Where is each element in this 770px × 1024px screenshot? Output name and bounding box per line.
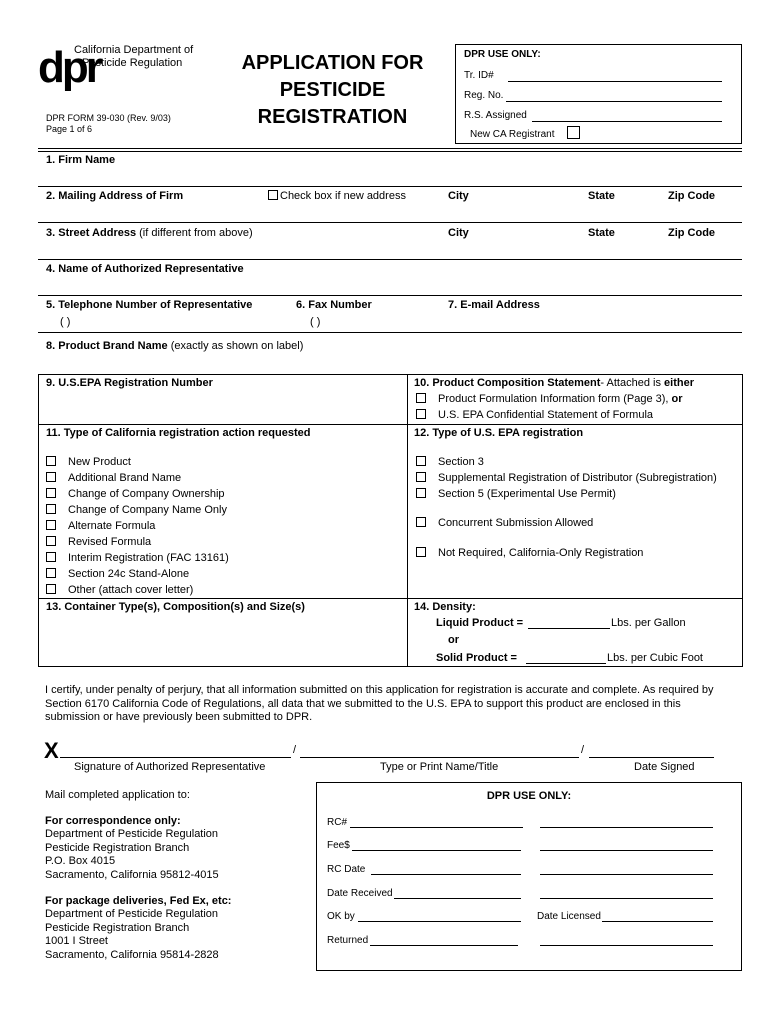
dpr-use-box-bottom bbox=[316, 782, 742, 971]
container-type-label: 13. Container Type(s), Composition(s) and Size(s) bbox=[46, 601, 305, 613]
rc-extra-input[interactable] bbox=[540, 827, 713, 828]
rs-assigned-label: R.S. Assigned bbox=[464, 110, 527, 121]
ca-registration-checkbox[interactable] bbox=[46, 488, 56, 498]
address-line: Department of Pesticide Regulation bbox=[45, 908, 219, 920]
form-number: DPR FORM 39-030 (Rev. 9/03) bbox=[46, 113, 171, 123]
composition-option-1[interactable] bbox=[416, 393, 683, 405]
firm-name-label: 1. Firm Name bbox=[46, 154, 116, 166]
ca-registration-option-label: Section 24c Stand-Alone bbox=[68, 568, 190, 580]
ca-registration-checkbox[interactable] bbox=[46, 536, 56, 546]
date-signed-label: Date Signed bbox=[634, 761, 695, 773]
composition-rest: - Attached is bbox=[600, 377, 665, 389]
returned-input[interactable] bbox=[370, 945, 518, 946]
epa-registration-option-label: Supplemental Registration of Distributor (Subregistration) bbox=[438, 472, 717, 484]
composition-bold: 10. Product Composition Statement bbox=[414, 377, 601, 389]
epa-registration-checkbox[interactable] bbox=[416, 547, 426, 557]
epa-registration-option[interactable] bbox=[416, 488, 616, 500]
new-address-checkbox[interactable] bbox=[268, 190, 278, 200]
ca-registration-checkbox[interactable] bbox=[46, 456, 56, 466]
date-licensed-input[interactable] bbox=[602, 921, 713, 922]
density-label: 14. Density: bbox=[414, 601, 476, 613]
package-address bbox=[45, 908, 219, 962]
liquid-unit: Lbs. per Gallon bbox=[611, 617, 686, 629]
address-line: Sacramento, California 95812-4015 bbox=[45, 868, 219, 881]
epa-registration-option-label: Section 5 (Experimental Use Permit) bbox=[438, 488, 616, 500]
liquid-density-input[interactable] bbox=[528, 628, 610, 629]
correspondence-heading: For correspondence only: bbox=[45, 815, 181, 827]
ok-by-input[interactable] bbox=[358, 921, 521, 922]
liquid-product-label: Liquid Product = bbox=[436, 617, 524, 629]
page-number: Page 1 of 6 bbox=[46, 124, 93, 134]
epa-registration-option[interactable] bbox=[416, 517, 593, 529]
signature-slash-2: / bbox=[581, 744, 585, 756]
page-title bbox=[225, 50, 440, 131]
ca-registration-option-label: New Product bbox=[68, 456, 131, 468]
dpr-logo bbox=[38, 44, 228, 94]
signature-input[interactable] bbox=[60, 757, 291, 758]
signature-label: Signature of Authorized Representative bbox=[74, 761, 266, 773]
epa-registration-option-label: Concurrent Submission Allowed bbox=[438, 517, 594, 529]
rc-date-extra-input[interactable] bbox=[540, 874, 713, 875]
returned-label: Returned bbox=[327, 935, 369, 946]
form-number-block bbox=[46, 113, 171, 135]
ca-registration-option[interactable] bbox=[46, 520, 155, 532]
rc-label: RC# bbox=[327, 817, 348, 828]
name-title-input[interactable] bbox=[300, 757, 579, 758]
title-line2: PESTICIDE bbox=[279, 79, 386, 101]
ca-registration-option-label: Additional Brand Name bbox=[68, 472, 182, 484]
ok-by-label: OK by bbox=[327, 911, 355, 922]
telephone-area-code[interactable]: ( ) bbox=[60, 316, 71, 328]
dpr-use-title: DPR USE ONLY: bbox=[464, 49, 541, 60]
mailing-address-label: 2. Mailing Address of Firm bbox=[46, 190, 184, 202]
street-address-bold: 3. Street Address bbox=[46, 227, 137, 239]
telephone-label: 5. Telephone Number of Representative bbox=[46, 299, 253, 311]
solid-unit: Lbs. per Cubic Foot bbox=[607, 652, 703, 664]
ca-registration-checkbox[interactable] bbox=[46, 504, 56, 514]
epa-registration-checkbox[interactable] bbox=[416, 472, 426, 482]
returned-extra-input[interactable] bbox=[540, 945, 713, 946]
address-line: P.O. Box 4015 bbox=[45, 855, 116, 867]
date-received-label: Date Received bbox=[327, 888, 393, 899]
signature-x: X bbox=[44, 738, 59, 763]
fee-label: Fee$ bbox=[327, 840, 350, 851]
epa-registration-option[interactable] bbox=[416, 472, 717, 484]
new-address-checkbox-row[interactable] bbox=[268, 190, 406, 202]
state-label-2: State bbox=[588, 227, 615, 239]
epa-registration-option-label: Not Required, California-Only Registration bbox=[438, 547, 644, 559]
state-label-1: State bbox=[588, 190, 615, 202]
zip-label-2: Zip Code bbox=[668, 227, 716, 239]
title-line3: REGISTRATION bbox=[257, 106, 408, 128]
address-line: Department of Pesticide Regulation bbox=[45, 828, 219, 840]
ca-registration-option[interactable] bbox=[46, 568, 189, 580]
new-ca-label: New CA Registrant bbox=[470, 129, 555, 140]
fax-area-code[interactable]: ( ) bbox=[310, 316, 321, 328]
title-line1: APPLICATION FOR bbox=[241, 52, 424, 74]
street-address-label bbox=[46, 227, 253, 239]
epa-registration-option[interactable] bbox=[416, 547, 643, 559]
fee-input[interactable] bbox=[352, 850, 521, 851]
address-line: Pesticide Registration Branch bbox=[45, 841, 190, 854]
epa-reg-number-label: 9. U.S.EPA Registration Number bbox=[46, 377, 213, 389]
ca-registration-option-label: Change of Company Name Only bbox=[68, 504, 227, 516]
ca-registration-option[interactable] bbox=[46, 584, 193, 596]
correspondence-address bbox=[45, 828, 219, 882]
epa-registration-option-label: Section 3 bbox=[438, 456, 484, 468]
brand-name-note: (exactly as shown on label) bbox=[167, 340, 304, 352]
solid-density-input[interactable] bbox=[526, 663, 606, 664]
ca-registration-option-label: Alternate Formula bbox=[68, 520, 156, 532]
ca-registration-option[interactable] bbox=[46, 456, 131, 468]
ca-registration-checkbox[interactable] bbox=[46, 520, 56, 530]
brand-name-label bbox=[46, 340, 303, 352]
rc-input[interactable] bbox=[350, 827, 523, 828]
composition-option-2[interactable] bbox=[416, 409, 653, 421]
density-or: or bbox=[448, 634, 459, 646]
firm-name-input[interactable] bbox=[38, 168, 742, 186]
address-line: Sacramento, California 95814-2828 bbox=[45, 948, 219, 961]
rs-assigned-input[interactable] bbox=[532, 121, 722, 122]
ca-registration-checkbox[interactable] bbox=[46, 568, 56, 578]
svg-text:dpr: dpr bbox=[38, 44, 100, 92]
email-label: 7. E-mail Address bbox=[448, 299, 540, 311]
date-received-extra-input[interactable] bbox=[540, 898, 713, 899]
ca-registration-type-label: 11. Type of California registration action requested bbox=[46, 427, 311, 439]
epa-registration-checkbox[interactable] bbox=[416, 456, 426, 466]
ca-registration-checkbox[interactable] bbox=[46, 552, 56, 562]
signature-slash-1: / bbox=[293, 744, 297, 756]
ca-registration-option[interactable] bbox=[46, 488, 225, 500]
address-line: 1001 I Street bbox=[45, 935, 108, 947]
ca-registration-option[interactable] bbox=[46, 552, 229, 564]
reg-no-input[interactable] bbox=[506, 101, 722, 102]
date-signed-input[interactable] bbox=[589, 757, 714, 758]
composition-either: either bbox=[664, 377, 694, 389]
epa-registration-option[interactable] bbox=[416, 456, 484, 468]
epa-registration-checkbox[interactable] bbox=[416, 517, 426, 527]
date-received-input[interactable] bbox=[394, 898, 521, 899]
epa-registration-type-label: 12. Type of U.S. EPA registration bbox=[414, 427, 584, 439]
ca-registration-checkbox[interactable] bbox=[46, 472, 56, 482]
composition-checkbox-2[interactable] bbox=[416, 409, 426, 419]
zip-label-1: Zip Code bbox=[668, 190, 716, 202]
brand-name-bold: 8. Product Brand Name bbox=[46, 340, 168, 352]
rc-date-input[interactable] bbox=[371, 874, 521, 875]
ca-registration-option[interactable] bbox=[46, 472, 181, 484]
ca-registration-option-label: Other (attach cover letter) bbox=[68, 584, 194, 596]
tr-id-label: Tr. ID# bbox=[464, 70, 494, 81]
composition-option-1-label: Product Formulation Information form (Page 3), bbox=[438, 393, 672, 405]
ca-registration-option[interactable] bbox=[46, 536, 151, 548]
composition-or: or bbox=[671, 393, 683, 405]
new-ca-checkbox[interactable] bbox=[567, 126, 580, 139]
dpr-use-bottom-title: DPR USE ONLY: bbox=[486, 790, 572, 802]
composition-option-2-label: U.S. EPA Confidential Statement of Formula bbox=[438, 409, 654, 421]
rc-date-label: RC Date bbox=[327, 864, 366, 875]
ca-registration-option-label: Interim Registration (FAC 13161) bbox=[68, 552, 229, 564]
package-heading: For package deliveries, Fed Ex, etc: bbox=[45, 895, 232, 907]
date-licensed-label: Date Licensed bbox=[537, 911, 601, 922]
ca-registration-checkbox[interactable] bbox=[46, 584, 56, 594]
authorized-rep-label: 4. Name of Authorized Representative bbox=[46, 263, 244, 275]
ca-registration-option-label: Revised Formula bbox=[68, 536, 152, 548]
certification-text: I certify, under penalty of perjury, that all information submitted on this application for registration is accurate and complete. As required by Section 6170 California Code of Regulations, all data that we submitted to the U.S. EPA to support this product are enclosed in this submission or have previously been submitted to DPR. bbox=[45, 684, 714, 723]
street-address-note: (if different from above) bbox=[136, 227, 253, 239]
mail-intro: Mail completed application to: bbox=[45, 789, 190, 801]
ca-registration-option-label: Change of Company Ownership bbox=[68, 488, 225, 500]
fee-extra-input[interactable] bbox=[540, 850, 713, 851]
epa-registration-checkbox[interactable] bbox=[416, 488, 426, 498]
composition-checkbox-1[interactable] bbox=[416, 393, 426, 403]
new-address-label: Check box if new address bbox=[280, 190, 406, 202]
ca-registration-option[interactable] bbox=[46, 504, 227, 516]
city-label-2: City bbox=[448, 227, 469, 239]
composition-statement-label bbox=[414, 377, 694, 389]
reg-no-label: Reg. No. bbox=[464, 90, 504, 101]
dpr-use-box-top bbox=[455, 44, 742, 144]
address-line: Pesticide Registration Branch bbox=[45, 921, 190, 934]
name-title-label: Type or Print Name/Title bbox=[380, 761, 499, 773]
agency-line1: California Department of bbox=[74, 44, 194, 56]
solid-product-label: Solid Product = bbox=[436, 652, 517, 664]
city-label-1: City bbox=[448, 190, 469, 202]
agency-line2: Pesticide Regulation bbox=[82, 57, 183, 69]
fax-label: 6. Fax Number bbox=[296, 299, 372, 311]
tr-id-input[interactable] bbox=[508, 81, 722, 82]
